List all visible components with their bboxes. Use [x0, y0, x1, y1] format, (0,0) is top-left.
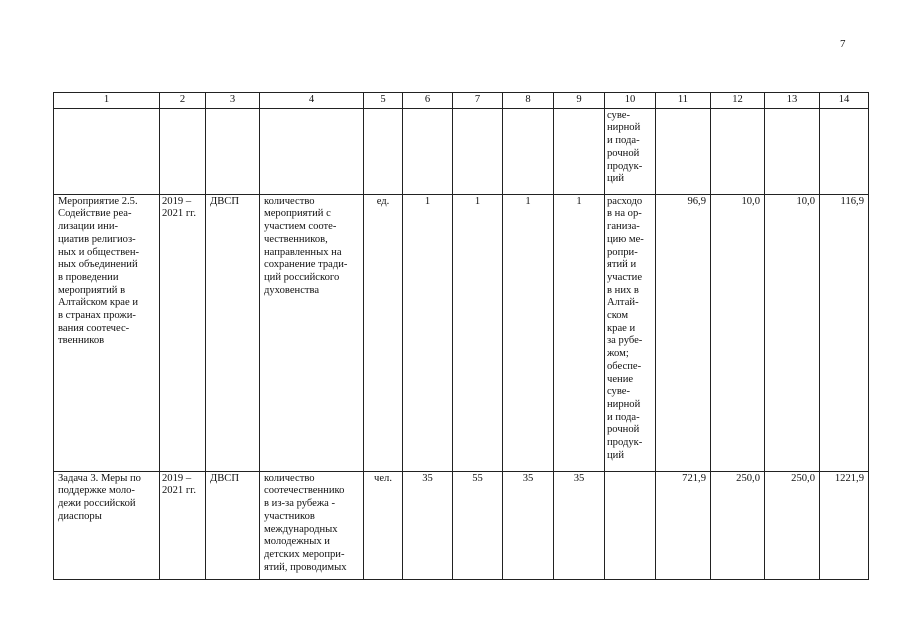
cell-text-line: вания соотечес- — [58, 322, 130, 334]
executor-cell: ДВСП — [206, 471, 260, 579]
table-row-task-3 — [54, 471, 869, 579]
table-cell — [260, 108, 364, 194]
cell-text-line: количество — [264, 195, 315, 207]
unit-cell: чел. — [364, 471, 403, 579]
cell-text-line: международных — [264, 523, 338, 535]
cell-text-line: диаспоры — [58, 510, 102, 522]
cell-text-line: продук- — [607, 437, 643, 449]
cell-text-line: ропри- — [607, 246, 638, 258]
table-cell — [54, 108, 160, 194]
cell-text-line: расходо — [607, 195, 643, 207]
measure-name-cell — [54, 471, 160, 579]
funding-cell: 250,0 — [765, 471, 820, 579]
expense-description-cell — [605, 194, 656, 471]
value-cell: 55 — [453, 471, 503, 579]
value-cell: 1 — [503, 194, 554, 471]
unit-cell: ед. — [364, 194, 403, 471]
value-cell: 1 — [403, 194, 453, 471]
cell-text-line: чение — [607, 373, 634, 385]
cell-text-line: детских меропри- — [264, 548, 345, 560]
column-number: 1 — [54, 93, 160, 109]
column-number: 2 — [160, 93, 206, 109]
cell-text-line: твенников — [58, 335, 105, 347]
cell-text-line: крае и — [607, 322, 636, 334]
table-row-continuation — [54, 108, 869, 194]
cell-text-line: ций — [607, 173, 625, 185]
cell-text-line: нирной — [607, 398, 641, 410]
cell-text-line: Алтайском крае и — [58, 297, 138, 309]
cell-text-line: суве- — [607, 109, 631, 121]
cell-text-line: Задача 3. Меры по — [58, 472, 141, 484]
cell-text-line: ций российского — [264, 271, 340, 283]
cell-text-line: ятий и — [607, 259, 637, 271]
cell-text-line: суве- — [607, 386, 631, 398]
table-row-measure-2-5 — [54, 194, 869, 471]
table-cell — [765, 108, 820, 194]
cell-text-line: ганиза- — [607, 221, 640, 233]
column-number: 6 — [403, 93, 453, 109]
cell-text-line: Алтай- — [607, 297, 639, 309]
cell-text-line: мероприятий в — [58, 284, 126, 296]
column-number: 5 — [364, 93, 403, 109]
table-cell — [503, 108, 554, 194]
table-cell — [656, 108, 711, 194]
cell-text-line: ций — [607, 449, 625, 461]
value-cell: 35 — [503, 471, 554, 579]
cell-text-line: Содействие реа- — [58, 208, 132, 220]
funding-cell: 721,9 — [656, 471, 711, 579]
cell-text-line: 2019 – — [162, 472, 192, 484]
cell-text-line: количество — [264, 472, 315, 484]
column-number: 4 — [260, 93, 364, 109]
indicator-cell — [260, 471, 364, 579]
cell-text-line: в них в — [607, 284, 639, 296]
cell-text-line: молодежных и — [264, 536, 330, 548]
cell-text-line: в странах прожи- — [58, 310, 136, 322]
cell-text-line: чественников, — [264, 233, 328, 245]
expense-description-cell — [605, 108, 656, 194]
table-cell — [453, 108, 503, 194]
value-cell: 1 — [453, 194, 503, 471]
period-cell — [160, 471, 206, 579]
funding-cell: 250,0 — [711, 471, 765, 579]
cell-text-line: ском — [607, 310, 629, 322]
cell-text-line: 2021 гг. — [162, 485, 196, 497]
cell-text-line: нирной — [607, 122, 641, 134]
cell-text-line: участников — [264, 510, 315, 522]
cell-text-line: участие — [607, 271, 643, 283]
cell-text-line: духовенства — [264, 284, 320, 296]
cell-text-line: ных и обществен- — [58, 246, 140, 258]
cell-text-line: лизации ини- — [58, 221, 119, 233]
expense-description-cell — [605, 471, 656, 579]
column-number: 3 — [206, 93, 260, 109]
cell-text-line: и пода- — [607, 411, 640, 423]
column-number: 13 — [765, 93, 820, 109]
funding-cell: 10,0 — [765, 194, 820, 471]
cell-text-line: обеспе- — [607, 360, 642, 372]
cell-text-line: поддержке моло- — [58, 485, 135, 497]
column-number: 9 — [554, 93, 605, 109]
cell-text-line: рочной — [607, 424, 640, 436]
column-number: 12 — [711, 93, 765, 109]
period-cell — [160, 194, 206, 471]
value-cell: 35 — [554, 471, 605, 579]
cell-text-line: ятий, проводимых — [264, 561, 347, 573]
cell-text-line: Мероприятие 2.5. — [58, 195, 138, 207]
cell-text-line: ных объединений — [58, 259, 138, 271]
cell-text-line: 2021 гг. — [162, 208, 196, 220]
column-number-row — [54, 93, 869, 109]
funding-total-cell: 1221,9 — [820, 471, 869, 579]
value-cell: 1 — [554, 194, 605, 471]
cell-text-line: рочной — [607, 147, 640, 159]
table-cell — [160, 108, 206, 194]
table-cell — [711, 108, 765, 194]
column-number: 14 — [820, 93, 869, 109]
cell-text-line: сохранение тради- — [264, 259, 348, 271]
executor-cell: ДВСП — [206, 194, 260, 471]
column-number: 10 — [605, 93, 656, 109]
program-table — [53, 92, 869, 580]
table-cell — [820, 108, 869, 194]
column-number: 11 — [656, 93, 711, 109]
cell-text-line: дежи российской — [58, 498, 136, 510]
table-cell — [364, 108, 403, 194]
cell-text-line: 2019 – — [162, 195, 192, 207]
measure-name-cell — [54, 194, 160, 471]
cell-text-line: участием сооте- — [264, 221, 337, 233]
column-number: 7 — [453, 93, 503, 109]
funding-total-cell: 116,9 — [820, 194, 869, 471]
cell-text-line: в из-за рубежа - — [264, 498, 336, 510]
cell-text-line: мероприятий с — [264, 208, 331, 220]
cell-text-line: соотечественнико — [264, 485, 345, 497]
table-cell — [403, 108, 453, 194]
page-number: 7 — [840, 38, 846, 50]
funding-cell: 96,9 — [656, 194, 711, 471]
cell-text-line: циатив религиоз- — [58, 233, 136, 245]
column-number: 8 — [503, 93, 554, 109]
cell-text-line: и пода- — [607, 135, 640, 147]
cell-text-line: за рубе- — [607, 335, 643, 347]
cell-text-line: цию ме- — [607, 233, 644, 245]
funding-cell: 10,0 — [711, 194, 765, 471]
table-cell — [206, 108, 260, 194]
cell-text-line: направленных на — [264, 246, 342, 258]
indicator-cell — [260, 194, 364, 471]
cell-text-line: продук- — [607, 160, 643, 172]
value-cell: 35 — [403, 471, 453, 579]
cell-text-line: в на ор- — [607, 208, 642, 220]
cell-text-line: в проведении — [58, 271, 119, 283]
table-cell — [554, 108, 605, 194]
cell-text-line: жом; — [607, 348, 629, 360]
